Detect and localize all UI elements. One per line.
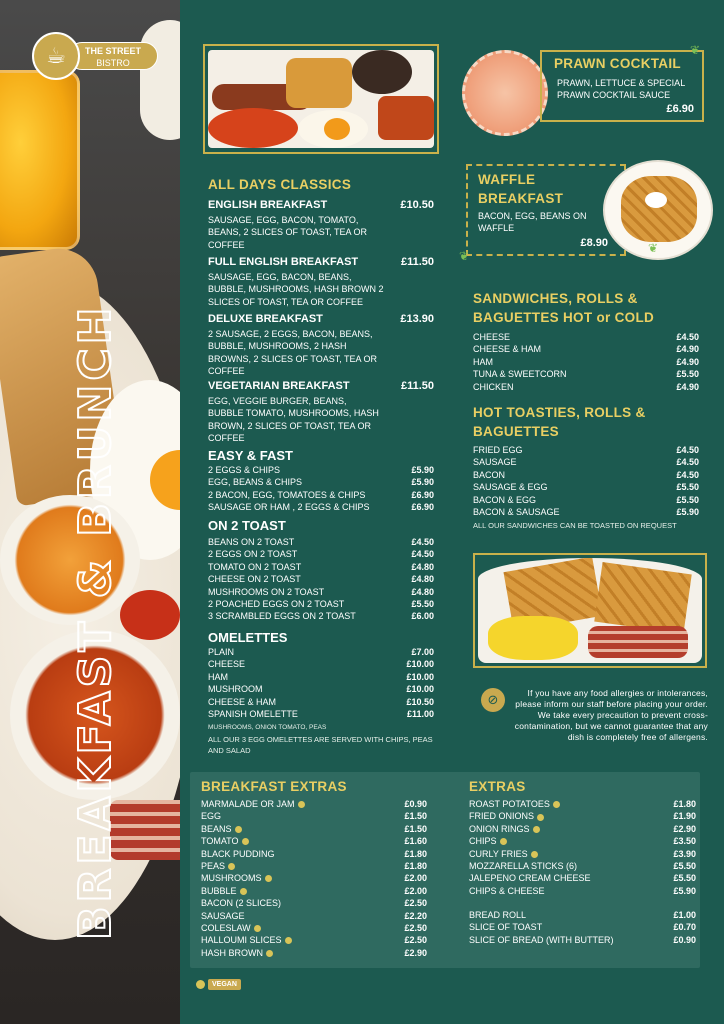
omelettes-note: ALL OUR 3 EGG OMELETTES ARE SERVED WITH CHIPS, PEAS AND SALAD [208,735,433,755]
menu-item-name: BACON [473,469,506,480]
menu-row [201,934,427,946]
menu-item-price: £5.90 [676,506,699,517]
full-breakfast-photo [208,50,434,148]
vegan-dot-icon [242,838,249,845]
menu-item-price: £0.70 [673,922,696,933]
menu-row [469,835,696,847]
menu-item-price: £4.50 [411,537,434,547]
menu-item-price: £0.90 [673,934,696,945]
menu-item-price: £1.90 [673,811,696,822]
menu-row [469,934,696,946]
price-english-breakfast: £10.50 [400,199,434,211]
menu-item-price: £6.90 [411,502,434,513]
menu-row [469,885,696,897]
menu-item-price: £5.50 [676,482,699,493]
vegan-dot-icon [228,863,235,870]
menu-item-name: COLESLAW [201,922,261,934]
waffle-desc: BACON, EGG, BEANS ON WAFFLE [478,211,587,234]
menu-item-name: TUNA & SWEETCORN [473,369,567,380]
menu-item-price: £2.20 [404,910,427,921]
menu-row [201,860,427,872]
menu-row [208,610,434,622]
desc-vegetarian-breakfast: EGG, VEGGIE BURGER, BEANS, BUBBLE TOMATO, MUSHROOMS, HASH BROWN, 2 SLICES OF TOAST, TEA OR COFFEE [208,396,379,444]
menu-item-price: £4.50 [676,445,699,455]
menu-item-price: £2.50 [404,935,427,946]
menu-row [473,456,699,468]
sandwiches-list [473,331,699,393]
desc-english-breakfast: SAUSAGE, EGG, BACON, TOMATO, BEANS, 2 SLICES OF TOAST, TEA OR COFFEE [208,215,368,250]
orange-juice-glass [0,70,80,250]
menu-item-name: HASH BROWN [201,947,273,959]
menu-item-name: 2 EGGS ON 2 TOAST [208,549,298,560]
vegan-dot-icon [500,838,507,845]
vegan-dot-icon [533,826,540,833]
breakfast-extras-list [201,798,427,959]
menu-row [201,848,427,860]
prawn-title: PRAWN COCKTAIL [554,56,681,71]
menu-item-price: £4.80 [411,574,434,585]
vertical-page-title: BREAKFAST & BRUNCH [70,303,121,940]
menu-item-price: £4.80 [411,561,434,572]
spanish-omelette-desc: MUSHROOMS, ONION TOMATO, PEAS [208,724,327,731]
menu-row [469,810,696,822]
menu-item-name: JALEPENO CREAM CHEESE [469,873,591,884]
desc-full-english: SAUSAGE, EGG, BACON, BEANS, BUBBLE, MUSHROOMS, HASH BROWN 2 SLICES OF TOAST, TEA OR COFFEE [208,272,384,307]
menu-row [473,444,699,456]
menu-row [473,368,699,380]
menu-item-name: SLICE OF BREAD (WITH BUTTER) [469,934,614,945]
menu-row [469,872,696,884]
menu-item-price: £7.00 [411,647,434,657]
vegan-dot-icon [235,826,242,833]
menu-item-price: £2.50 [404,898,427,909]
menu-row [473,343,699,355]
prawn-desc: PRAWN, LETTUCE & SPECIAL PRAWN COCKTAIL SAUCE [557,78,685,101]
sandwiches-heading: SANDWICHES, ROLLS & BAGUETTES HOT or COLD [473,291,655,325]
item-full-english: FULL ENGLISH BREAKFAST [208,256,359,268]
menu-item-price: £4.90 [676,381,699,392]
vegan-dot-icon [254,925,261,932]
menu-item-name: EGG [201,811,222,822]
item-deluxe-breakfast: DELUXE BREAKFAST [208,313,323,325]
menu-item-name: TOMATO [201,835,249,847]
menu-item-name: ROAST POTATOES [469,798,560,810]
menu-item-price: £10.00 [406,671,434,682]
vegan-dot-icon [196,980,205,989]
leaf-icon: ❦ [690,43,701,57]
menu-row [208,536,434,548]
menu-row [208,548,434,560]
menu-item-name: MUSHROOMS [201,872,272,884]
menu-row [469,798,696,810]
menu-item-price: £4.80 [411,586,434,597]
menu-item-price: £2.00 [404,873,427,884]
menu-row [473,481,699,493]
menu-row [469,909,696,921]
menu-item-price: £1.60 [404,836,427,847]
menu-row [469,823,696,835]
menu-item-price: £5.50 [676,369,699,380]
menu-item-name: CHEESE & HAM [473,344,542,355]
menu-row [208,646,434,658]
item-english-breakfast: ENGLISH BREAKFAST [208,199,328,211]
menu-item-name: PLAIN [208,647,235,657]
menu-item-price: £5.50 [673,860,696,871]
menu-item-name: BACON & EGG [473,494,537,505]
menu-item-price: £3.90 [673,848,696,859]
menu-row [201,910,427,922]
menu-item-price: £10.00 [406,659,434,670]
breakfast-photo [0,0,180,1024]
menu-item-name: FRIED ONIONS [469,810,544,822]
all-days-heading: ALL DAYS CLASSICS [208,177,352,192]
menu-row [208,683,434,695]
allergy-notice: If you have any food allergies or intolerances, please inform our staff before placing your order. We take every precaution to prevent cross-contamination, but we cannot guarantee that any dish is completely free of allergens. [514,688,708,742]
vegan-dot-icon [240,888,247,895]
toasties-heading: HOT TOASTIES, ROLLS & BAGUETTES [473,405,646,439]
coffee-cup-icon: ☕ [32,32,80,80]
menu-item-name: MARMALADE OR JAM [201,798,305,810]
menu-row [473,356,699,368]
vegan-dot-icon [553,801,560,808]
menu-item-price: £6.90 [411,489,434,500]
menu-item-name: CHEESE [208,659,246,670]
menu-row [208,501,434,513]
menu-item-price: £5.90 [411,465,434,475]
easy-fast-heading: EASY & FAST [208,448,294,463]
menu-item-name: CURLY FRIES [469,848,538,860]
menu-item-name: EGG, BEANS & CHIPS [208,477,303,488]
menu-row [201,798,427,810]
menu-row [201,922,427,934]
menu-row [208,708,434,720]
menu-row [208,561,434,573]
menu-row [469,921,696,933]
menu-item-name: BUBBLE [201,885,247,897]
on-toast-heading: ON 2 TOAST [208,518,286,533]
menu-row [473,506,699,518]
menu-row [201,947,427,959]
menu-item-name: BLACK PUDDING [201,848,275,859]
price-vegetarian-breakfast: £11.50 [400,380,434,392]
menu-row [201,810,427,822]
menu-item-price: £1.80 [404,848,427,859]
toasties-list [473,444,699,518]
menu-row [208,489,434,501]
prawn-cocktail-photo [462,50,548,136]
waffle-price: £8.90 [580,237,608,249]
menu-row [201,823,427,835]
vegan-legend [196,979,241,990]
menu-item-price: £5.50 [411,598,434,609]
vegan-dot-icon [531,851,538,858]
menu-item-price: £1.80 [404,860,427,871]
menu-item-name: TOMATO ON 2 TOAST [208,561,302,572]
menu-item-name: BACON & SAUSAGE [473,506,560,517]
menu-item-price: £2.90 [404,947,427,958]
menu-item-name: BACON (2 SLICES) [201,898,282,909]
menu-row [208,671,434,683]
menu-item-name: ONION RINGS [469,823,540,835]
menu-item-name: PEAS [201,860,235,872]
menu-row [201,885,427,897]
menu-item-name: BEANS [201,823,242,835]
menu-row [473,469,699,481]
menu-row [201,897,427,909]
menu-item-name: CHIPS [469,835,507,847]
menu-row [473,331,699,343]
menu-item-price: £1.00 [673,910,696,920]
menu-item-price: £2.50 [404,922,427,933]
bistro-logo [32,32,160,80]
bread-list [469,909,696,946]
on-toast-list [208,536,434,623]
menu-item-name: 2 POACHED EGGS ON 2 TOAST [208,598,345,609]
menu-item-price: £4.50 [676,469,699,480]
allergy-icon: ⊘ [481,688,505,712]
leaf-icon: ❦ [459,249,470,263]
menu-item-price: £1.80 [673,799,696,809]
menu-item-price: £5.50 [676,494,699,505]
menu-row [208,464,434,476]
menu-item-price: £4.90 [676,356,699,367]
menu-item-price: £5.50 [673,873,696,884]
menu-row [208,658,434,670]
easy-fast-list [208,464,434,514]
breakfast-extras-heading: BREAKFAST EXTRAS [201,779,347,794]
vegan-dot-icon [266,950,273,957]
menu-item-price: £10.50 [406,696,434,707]
logo-text [68,42,158,70]
menu-item-price: £6.00 [411,611,434,622]
vegan-dot-icon [537,814,544,821]
logo-sub: BISTRO [96,58,130,68]
menu-row [473,494,699,506]
menu-row [473,381,699,393]
omelettes-heading: OMELETTES [208,630,288,645]
menu-item-name: CHEESE [473,332,511,342]
toasties-note: ALL OUR SANDWICHES CAN BE TOASTED ON REQUEST [473,521,677,530]
menu-item-name: CHEESE ON 2 TOAST [208,574,301,585]
item-vegetarian-breakfast: VEGETARIAN BREAKFAST [208,380,350,392]
menu-row [208,696,434,708]
menu-item-price: £1.50 [404,811,427,822]
vegan-dot-icon [285,937,292,944]
menu-item-name: HAM [208,671,228,682]
menu-item-price: £0.90 [404,799,427,809]
menu-row [208,476,434,488]
menu-item-price: £4.50 [676,457,699,468]
menu-item-price: £3.50 [673,836,696,847]
menu-item-price: £5.90 [673,885,696,896]
menu-item-name: CHIPS & CHEESE [469,885,545,896]
logo-name: THE STREET [84,46,141,56]
menu-item-price: £10.00 [406,684,434,695]
waffle-title: WAFFLE BREAKFAST [478,172,564,206]
menu-item-price: £2.00 [404,885,427,896]
menu-item-name: HAM [473,356,493,367]
omelettes-list [208,646,434,720]
menu-row [208,586,434,598]
menu-item-price: £4.90 [676,344,699,355]
menu-row [208,598,434,610]
tomato [120,590,180,640]
waffle-berries-photo [478,558,702,663]
menu-item-name: MUSHROOMS ON 2 TOAST [208,586,325,597]
menu-item-name: HALLOUMI SLICES [201,934,292,946]
menu-item-name: SAUSAGE [473,457,517,468]
menu-item-name: SLICE OF TOAST [469,922,543,933]
menu-row [469,848,696,860]
menu-row [201,872,427,884]
menu-item-name: SAUSAGE & EGG [473,482,548,493]
vegan-badge: VEGAN [208,979,241,990]
menu-item-name: BREAD ROLL [469,910,527,920]
vegan-dot-icon [298,801,305,808]
menu-item-name: 2 BACON, EGG, TOMATOES & CHIPS [208,489,366,500]
menu-item-name: SAUSAGE OR HAM , 2 EGGS & CHIPS [208,502,370,513]
menu-item-name: SPANISH OMELETTE [208,708,298,719]
desc-deluxe-breakfast: 2 SAUSAGE, 2 EGGS, BACON, BEANS, BUBBLE, MUSHROOMS, 2 HASH BROWNS, 2 SLICES OF TOAST, TEA OR COFFEE [208,329,378,377]
menu-item-name: BEANS ON 2 TOAST [208,537,295,547]
menu-item-price: £4.50 [411,549,434,560]
menu-item-name: MUSHROOM [208,684,263,695]
menu-item-price: £4.50 [676,332,699,342]
menu-item-price: £2.90 [673,823,696,834]
menu-item-name: CHICKEN [473,381,514,392]
menu-item-name: 2 EGGS & CHIPS [208,465,281,475]
menu-item-name: 3 SCRAMBLED EGGS ON 2 TOAST [208,611,356,622]
price-deluxe-breakfast: £13.90 [400,313,434,325]
menu-item-price: £1.50 [404,823,427,834]
menu-item-name: SAUSAGE [201,910,245,921]
menu-row [208,573,434,585]
price-full-english: £11.50 [400,256,434,268]
menu-row [201,835,427,847]
extras-list [469,798,696,897]
menu-item-name: CHEESE & HAM [208,696,277,707]
menu-row [469,860,696,872]
extras-heading: EXTRAS [469,779,526,794]
vegan-dot-icon [265,875,272,882]
menu-item-price: £5.90 [411,477,434,488]
menu-item-price: £11.00 [406,708,434,719]
leaf-icon: ❦ [648,241,659,255]
prawn-price: £6.90 [666,103,694,115]
menu-item-name: MOZZARELLA STICKS (6) [469,860,578,871]
menu-item-name: FRIED EGG [473,445,523,455]
